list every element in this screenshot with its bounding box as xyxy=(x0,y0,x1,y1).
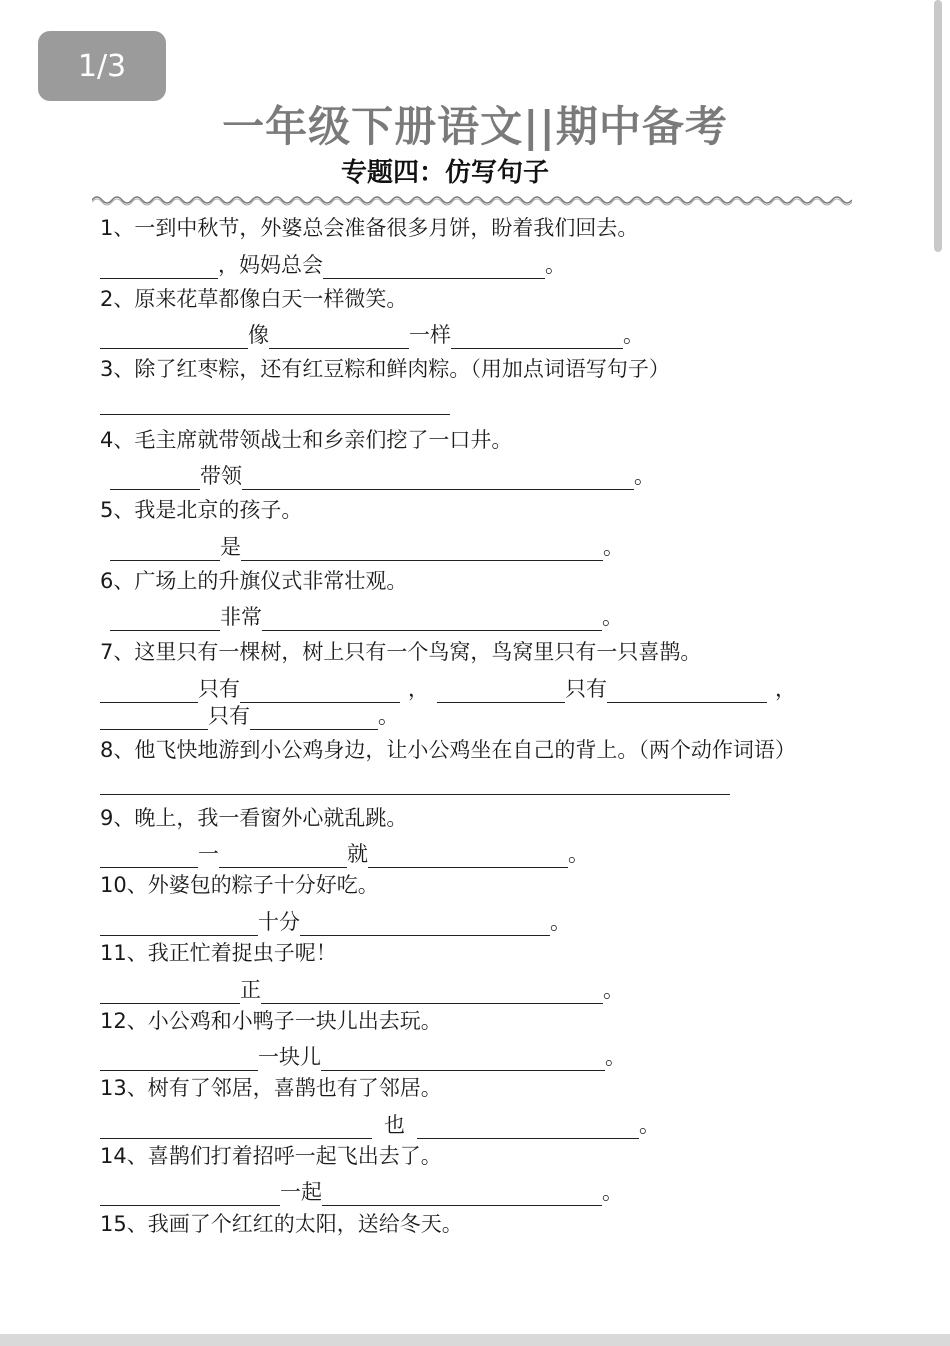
answer-text: 。 xyxy=(602,605,623,629)
answer-blank[interactable] xyxy=(240,680,400,703)
question-7: 7、这里只有一棵树，树上只有一个鸟窝，鸟窝里只有一只喜鹊。 xyxy=(100,640,702,664)
answer-blank[interactable] xyxy=(323,256,545,279)
answer-blank[interactable] xyxy=(100,845,198,868)
answer-line-2 xyxy=(100,321,644,349)
answer-line-14 xyxy=(100,1178,623,1206)
question-5: 5、我是北京的孩子。 xyxy=(100,498,303,522)
answer-blank[interactable] xyxy=(242,467,634,490)
answer-blank[interactable] xyxy=(262,608,602,631)
answer-text: 。 xyxy=(623,323,644,347)
answer-text: 带领 xyxy=(200,464,242,488)
question-10: 10、外婆包的粽子十分好吃。 xyxy=(100,873,379,897)
question-2: 2、原来花草都像白天一样微笑。 xyxy=(100,287,408,311)
answer-line-5 xyxy=(110,533,624,561)
answer-text: 。 xyxy=(568,842,589,866)
answer-text: 。 xyxy=(602,1180,623,1204)
answer-blank[interactable] xyxy=(100,256,218,279)
bottom-divider xyxy=(0,1334,950,1346)
question-12: 12、小公鸡和小鸭子一块儿出去玩。 xyxy=(100,1009,442,1033)
answer-blank[interactable] xyxy=(100,1183,280,1206)
answer-text: 像 xyxy=(248,323,269,347)
answer-blank[interactable] xyxy=(368,845,568,868)
answer-blank[interactable] xyxy=(321,1048,605,1071)
answer-text: 一块儿 xyxy=(258,1045,321,1069)
answer-text: 。 xyxy=(545,253,566,277)
answer-line-10 xyxy=(100,908,571,936)
answer-line-1 xyxy=(100,251,566,279)
answer-line-11 xyxy=(100,976,624,1004)
answer-blank[interactable] xyxy=(110,467,200,490)
question-1: 1、一到中秋节，外婆总会准备很多月饼，盼着我们回去。 xyxy=(100,216,639,240)
answer-text: 是 xyxy=(220,535,241,559)
answer-line-12 xyxy=(100,1043,626,1071)
answer-text: ， xyxy=(408,677,429,701)
answer-text: 。 xyxy=(603,978,624,1002)
answer-text: 只有 xyxy=(198,677,240,701)
question-8: 8、他飞快地游到小公鸡身边，让小公鸡坐在自己的背上。（两个动作词语） xyxy=(100,738,796,762)
answer-blank[interactable] xyxy=(100,772,730,795)
page-title: 一年级下册语文||期中备考 xyxy=(222,102,728,151)
answer-text: 十分 xyxy=(258,910,300,934)
question-11: 11、我正忙着捉虫子呢！ xyxy=(100,941,337,965)
answer-blank[interactable] xyxy=(417,1116,639,1139)
answer-blank[interactable] xyxy=(100,1048,258,1071)
answer-text: ， xyxy=(775,677,796,701)
answer-blank[interactable] xyxy=(100,326,248,349)
answer-text: 非常 xyxy=(220,605,262,629)
question-14: 14、喜鹊们打着招呼一起飞出去了。 xyxy=(100,1144,442,1168)
answer-line-6 xyxy=(110,603,623,631)
answer-text: 一起 xyxy=(280,1180,322,1204)
answer-blank[interactable] xyxy=(250,707,378,730)
answer-blank[interactable] xyxy=(100,707,208,730)
answer-blank[interactable] xyxy=(607,680,767,703)
answer-blank[interactable] xyxy=(269,326,409,349)
answer-text: 也 xyxy=(384,1113,405,1137)
answer-blank[interactable] xyxy=(100,981,240,1004)
question-15: 15、我画了个红红的太阳，送给冬天。 xyxy=(100,1212,463,1236)
answer-line-7b xyxy=(100,702,399,730)
answer-line-8 xyxy=(100,772,730,795)
answer-blank[interactable] xyxy=(300,913,550,936)
answer-line-13 xyxy=(100,1111,660,1139)
page-subtitle: 专题四：仿写句子 xyxy=(340,158,549,188)
answer-blank[interactable] xyxy=(110,608,220,631)
answer-text: 只有 xyxy=(208,704,250,728)
answer-text: 。 xyxy=(603,535,624,559)
answer-text: ，妈妈总会 xyxy=(218,253,323,277)
answer-text: 一样 xyxy=(409,323,451,347)
answer-blank[interactable] xyxy=(100,680,198,703)
answer-text: 。 xyxy=(378,704,399,728)
answer-text: 。 xyxy=(550,910,571,934)
answer-blank[interactable] xyxy=(110,538,220,561)
answer-blank[interactable] xyxy=(261,981,603,1004)
question-3: 3、除了红枣粽，还有红豆粽和鲜肉粽。（用加点词语写句子） xyxy=(100,357,670,381)
answer-text: 。 xyxy=(639,1113,660,1137)
question-13: 13、树有了邻居，喜鹊也有了邻居。 xyxy=(100,1076,442,1100)
answer-blank[interactable] xyxy=(241,538,603,561)
answer-blank[interactable] xyxy=(437,680,565,703)
answer-blank[interactable] xyxy=(219,845,347,868)
question-6: 6、广场上的升旗仪式非常壮观。 xyxy=(100,569,408,593)
answer-blank[interactable] xyxy=(100,1116,372,1139)
answer-line-3 xyxy=(100,392,450,415)
answer-line-7a xyxy=(100,675,796,703)
answer-text: 。 xyxy=(605,1045,626,1069)
answer-line-9 xyxy=(100,840,589,868)
question-4: 4、毛主席就带领战士和乡亲们挖了一口井。 xyxy=(100,428,513,452)
answer-line-4 xyxy=(110,462,655,490)
question-9: 9、晚上，我一看窗外心就乱跳。 xyxy=(100,806,408,830)
page-indicator: 1/3 xyxy=(38,31,166,101)
answer-blank[interactable] xyxy=(100,392,450,415)
answer-blank[interactable] xyxy=(100,913,258,936)
answer-blank[interactable] xyxy=(322,1183,602,1206)
answer-text: 一 xyxy=(198,842,219,866)
answer-text: 只有 xyxy=(565,677,607,701)
answer-text: 就 xyxy=(347,842,368,866)
answer-blank[interactable] xyxy=(451,326,623,349)
answer-text: 正 xyxy=(240,978,261,1002)
decorative-divider xyxy=(92,193,852,207)
answer-text: 。 xyxy=(634,464,655,488)
